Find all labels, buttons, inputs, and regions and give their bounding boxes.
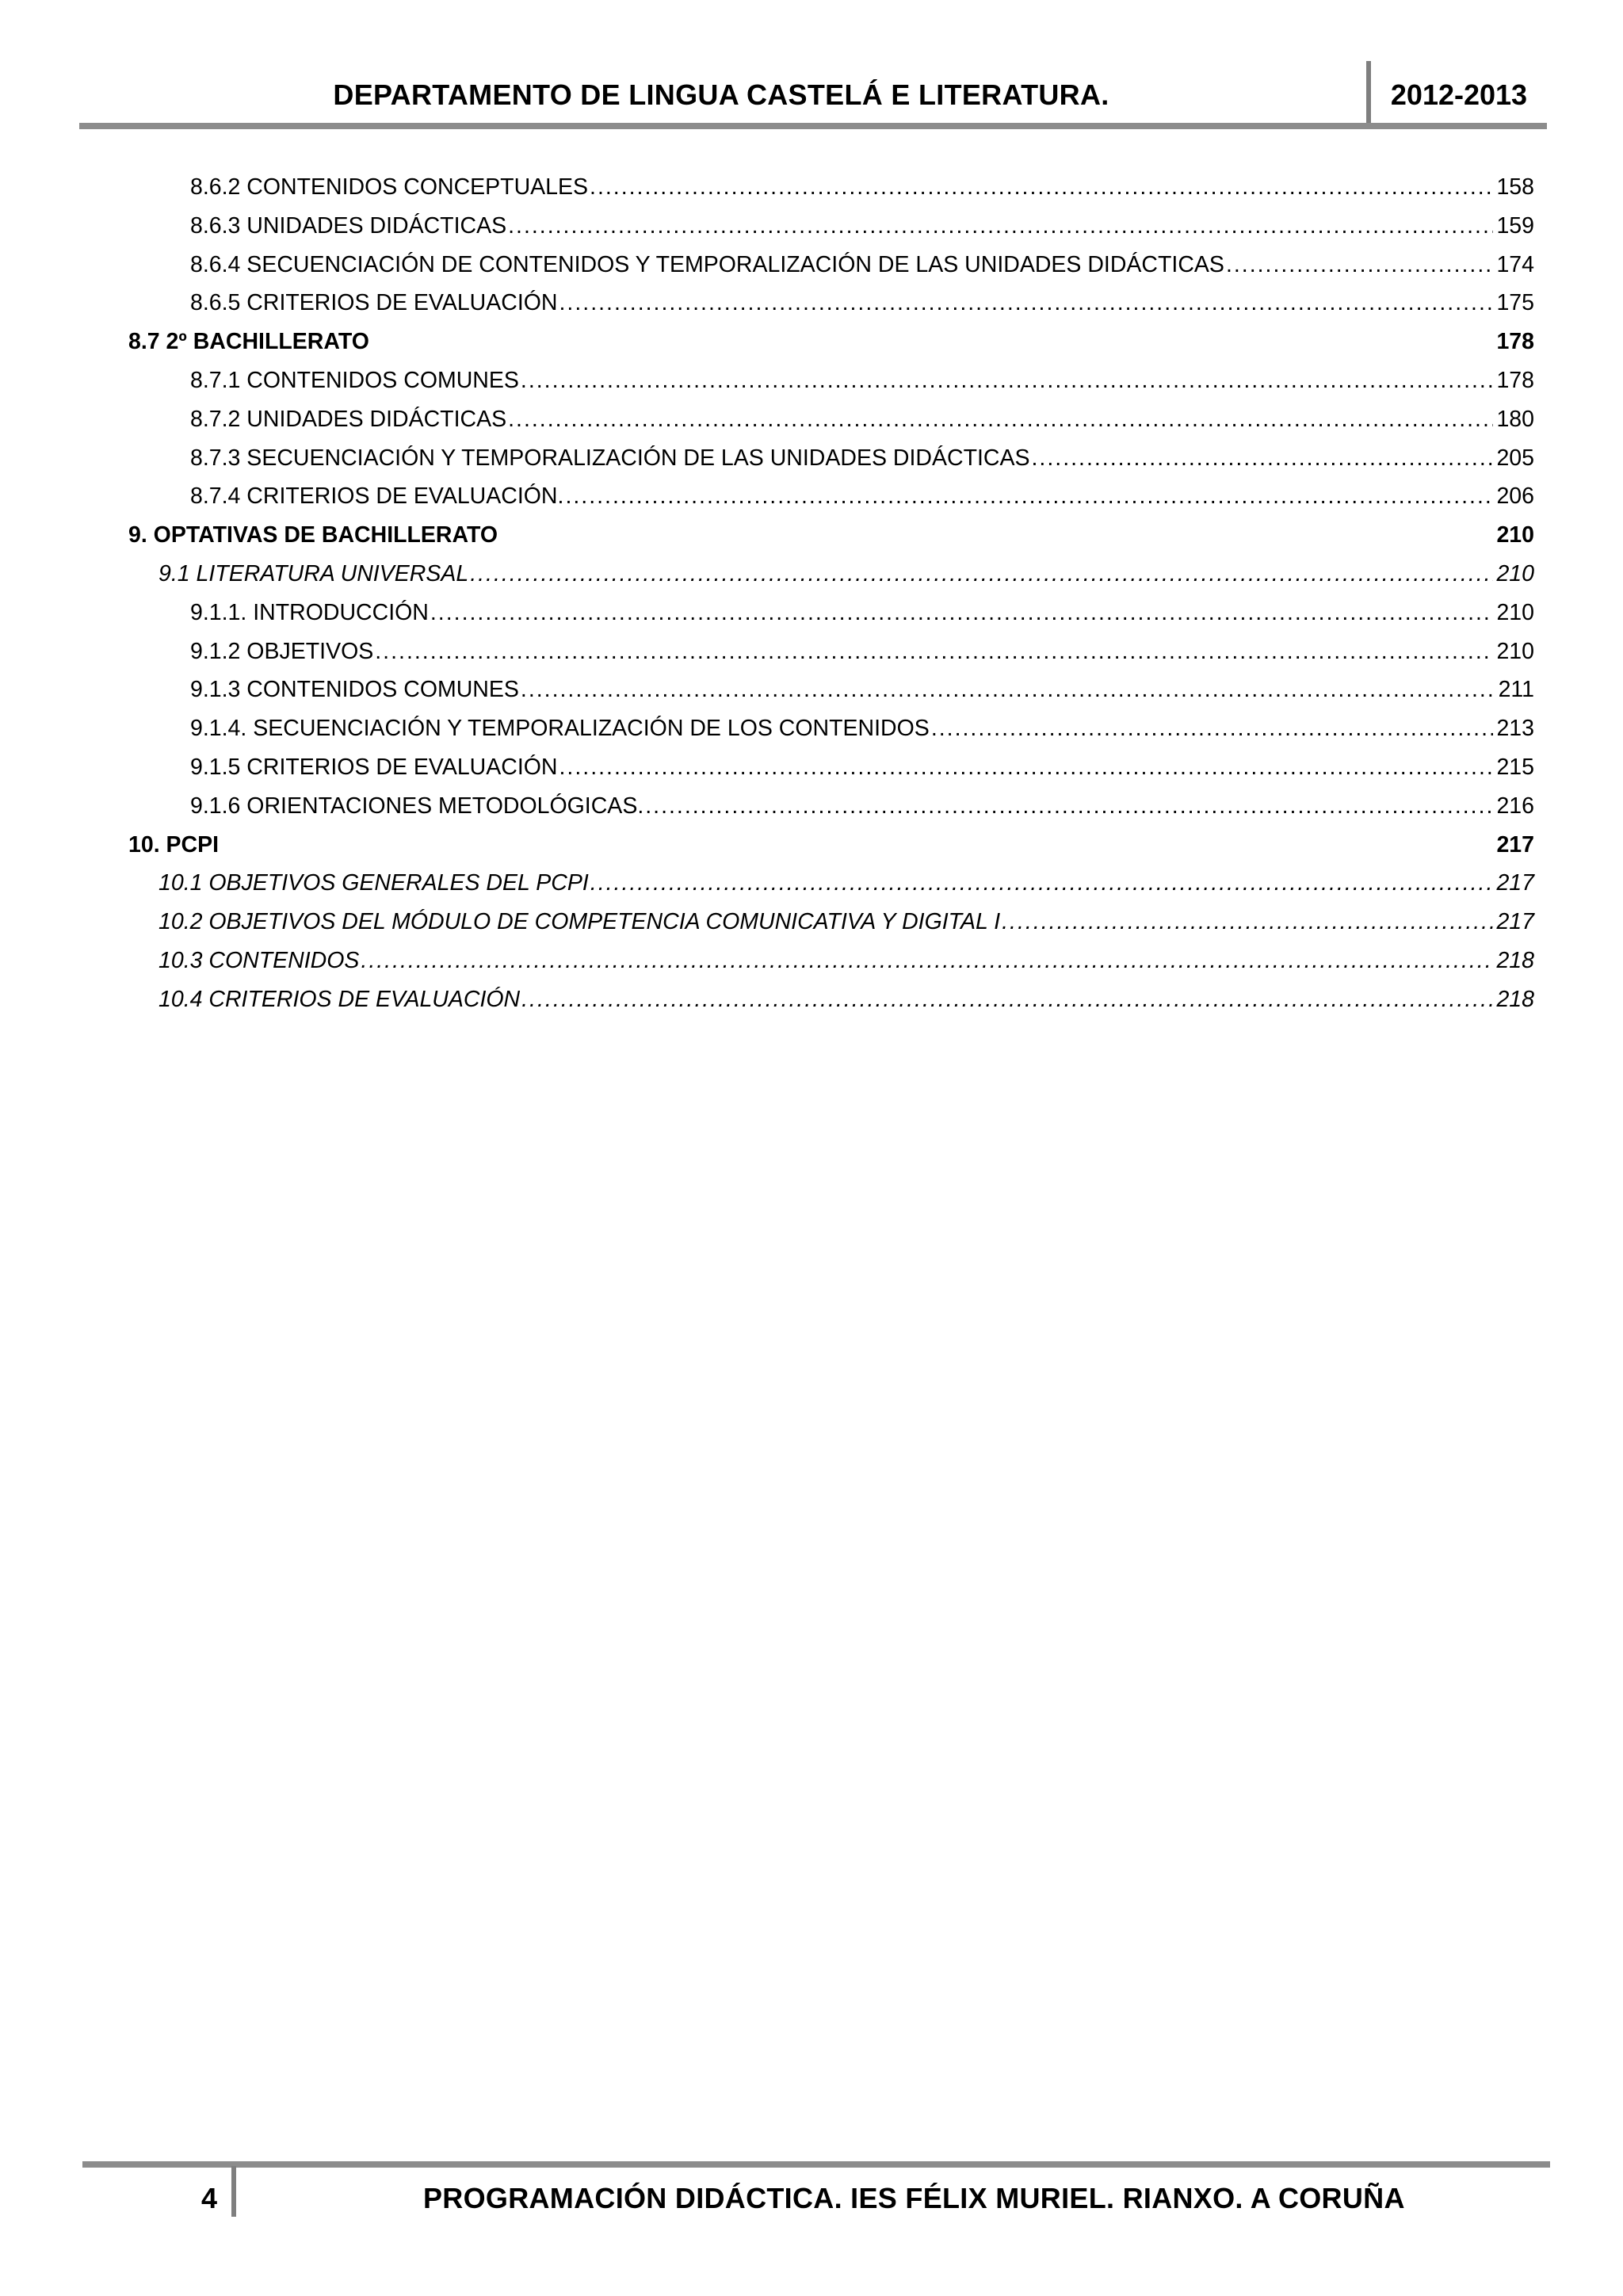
- toc-dot-leader: [559, 748, 1494, 787]
- toc-entry-label: 10.4 CRITERIOS DE EVALUACIÓN: [158, 986, 521, 1012]
- toc-entry-page: 211: [1498, 677, 1534, 703]
- toc-entry[interactable]: [128, 555, 1534, 594]
- footer-title: PROGRAMACIÓN DIDÁCTICA. IES FÉLIX MURIEL. RIANXO. A CORUÑA: [423, 2182, 1405, 2214]
- toc-entry-label: 9. OPTATIVAS DE BACHILLERATO: [128, 522, 498, 548]
- toc-entry[interactable]: [128, 400, 1534, 439]
- toc-entry-page: 213: [1496, 716, 1534, 742]
- toc-entry[interactable]: [128, 864, 1534, 903]
- toc-dot-leader: [508, 400, 1493, 439]
- toc-entry-label: 10. PCPI: [128, 831, 220, 858]
- toc-entry-label: 9.1.5 CRITERIOS DE EVALUACIÓN: [190, 754, 558, 780]
- toc-entry-page: 215: [1496, 754, 1534, 780]
- toc-entry-label: 9.1 LITERATURA UNIVERSAL: [158, 560, 469, 586]
- toc-entry[interactable]: [128, 670, 1534, 709]
- toc-entry[interactable]: [128, 323, 1534, 361]
- toc-dot-leader: [590, 168, 1493, 207]
- toc-entry[interactable]: [128, 942, 1534, 980]
- toc-entry[interactable]: [128, 980, 1534, 1019]
- toc-entry-page: 159: [1496, 212, 1534, 239]
- toc-entry-label: 8.7.1 CONTENIDOS COMUNES: [190, 367, 519, 393]
- toc-entry-page: 217: [1496, 870, 1534, 896]
- table-of-contents: [128, 168, 1534, 1019]
- toc-entry[interactable]: [128, 361, 1534, 400]
- toc-dot-leader: [1226, 246, 1493, 285]
- toc-dot-leader: [521, 670, 1495, 709]
- toc-dot-leader: [361, 942, 1493, 980]
- toc-entry-page: 206: [1496, 483, 1534, 510]
- toc-entry[interactable]: [128, 168, 1534, 207]
- toc-entry[interactable]: [128, 477, 1534, 516]
- toc-dot-leader: [508, 207, 1493, 246]
- toc-entry-label: 10.1 OBJETIVOS GENERALES DEL PCPI: [158, 870, 589, 896]
- toc-dot-leader: [565, 477, 1493, 516]
- toc-entry[interactable]: [128, 439, 1534, 478]
- toc-entry-page: 210: [1496, 599, 1534, 625]
- toc-entry[interactable]: [128, 516, 1534, 555]
- toc-entry-label: 9.1.4. SECUENCIACIÓN Y TEMPORALIZACIÓN DE LOS CONTENIDOS: [190, 716, 930, 742]
- toc-entry[interactable]: [128, 246, 1534, 285]
- footer-separator: [231, 2166, 236, 2217]
- toc-dot-leader: [645, 787, 1493, 826]
- toc-entry[interactable]: [128, 709, 1534, 748]
- toc-entry[interactable]: [128, 903, 1534, 942]
- toc-dot-leader: [430, 594, 1494, 632]
- toc-entry[interactable]: [128, 826, 1534, 865]
- toc-entry-page: 210: [1496, 638, 1534, 664]
- toc-dot-leader: [521, 361, 1494, 400]
- toc-entry-page: 217: [1496, 831, 1534, 858]
- toc-entry-page: 210: [1496, 560, 1534, 586]
- toc-entry-label: 10.3 CONTENIDOS: [158, 947, 360, 973]
- header-rule: [79, 123, 1547, 129]
- toc-entry-label: 8.6.5 CRITERIOS DE EVALUACIÓN: [190, 290, 558, 316]
- toc-entry-page: 218: [1496, 947, 1534, 973]
- toc-entry[interactable]: [128, 748, 1534, 787]
- toc-entry-label: 9.1.1. INTRODUCCIÓN: [190, 599, 429, 625]
- toc-entry-label: 8.6.4 SECUENCIACIÓN DE CONTENIDOS Y TEMPORALIZACIÓN DE LAS UNIDADES DIDÁCTICAS: [190, 251, 1224, 277]
- toc-dot-leader: [590, 864, 1494, 903]
- toc-entry-label: 8.7.2 UNIDADES DIDÁCTICAS: [190, 406, 507, 432]
- page-number: 4: [201, 2182, 218, 2214]
- toc-entry[interactable]: [128, 284, 1534, 323]
- toc-entry-page: 216: [1496, 793, 1534, 819]
- toc-entry-page: 175: [1496, 290, 1534, 316]
- footer-rule: [82, 2161, 1550, 2168]
- toc-entry[interactable]: [128, 207, 1534, 246]
- toc-entry-page: 210: [1496, 522, 1534, 548]
- toc-entry-page: 158: [1496, 174, 1534, 200]
- toc-entry-label: 9.1.2 OBJETIVOS: [190, 638, 374, 664]
- toc-entry-label: 8.6.3 UNIDADES DIDÁCTICAS: [190, 212, 507, 239]
- page-header: [79, 59, 1547, 131]
- toc-entry-page: 180: [1496, 406, 1534, 432]
- toc-entry[interactable]: [128, 594, 1534, 632]
- toc-entry-label: 9.1.6 ORIENTACIONES METODOLÓGICAS.: [190, 793, 644, 819]
- toc-entry-label: 8.6.2 CONTENIDOS CONCEPTUALES: [190, 174, 589, 200]
- page-footer: [82, 2161, 1550, 2225]
- toc-entry-label: 8.7.4 CRITERIOS DE EVALUACIÓN.: [190, 483, 564, 510]
- toc-dot-leader: [375, 632, 1493, 671]
- toc-dot-leader: [1002, 903, 1493, 942]
- toc-entry[interactable]: [128, 787, 1534, 826]
- department-title: DEPARTAMENTO DE LINGUA CASTELÁ E LITERATURA.: [333, 78, 1109, 111]
- toc-entry-label: 8.7.3 SECUENCIACIÓN Y TEMPORALIZACIÓN DE LAS UNIDADES DIDÁCTICAS: [190, 445, 1030, 471]
- toc-dot-leader: [559, 284, 1494, 323]
- toc-dot-leader: [931, 709, 1494, 748]
- toc-entry-label: 10.2 OBJETIVOS DEL MÓDULO DE COMPETENCIA COMUNICATIVA Y DIGITAL I: [158, 909, 1001, 935]
- toc-entry-page: 178: [1496, 329, 1534, 355]
- toc-entry-label: 9.1.3 CONTENIDOS COMUNES: [190, 677, 519, 703]
- toc-entry-label: 8.7 2º BACHILLERATO: [128, 329, 369, 355]
- toc-entry[interactable]: [128, 632, 1534, 671]
- toc-entry-page: 205: [1496, 445, 1534, 471]
- toc-entry-page: 178: [1496, 367, 1534, 393]
- toc-dot-leader: [470, 555, 1493, 594]
- toc-entry-page: 174: [1496, 251, 1534, 277]
- academic-year: 2012-2013: [1390, 78, 1528, 111]
- toc-entry-page: 217: [1496, 909, 1534, 935]
- toc-entry-page: 218: [1496, 986, 1534, 1012]
- toc-dot-leader: [521, 980, 1493, 1019]
- toc-dot-leader: [1032, 439, 1494, 478]
